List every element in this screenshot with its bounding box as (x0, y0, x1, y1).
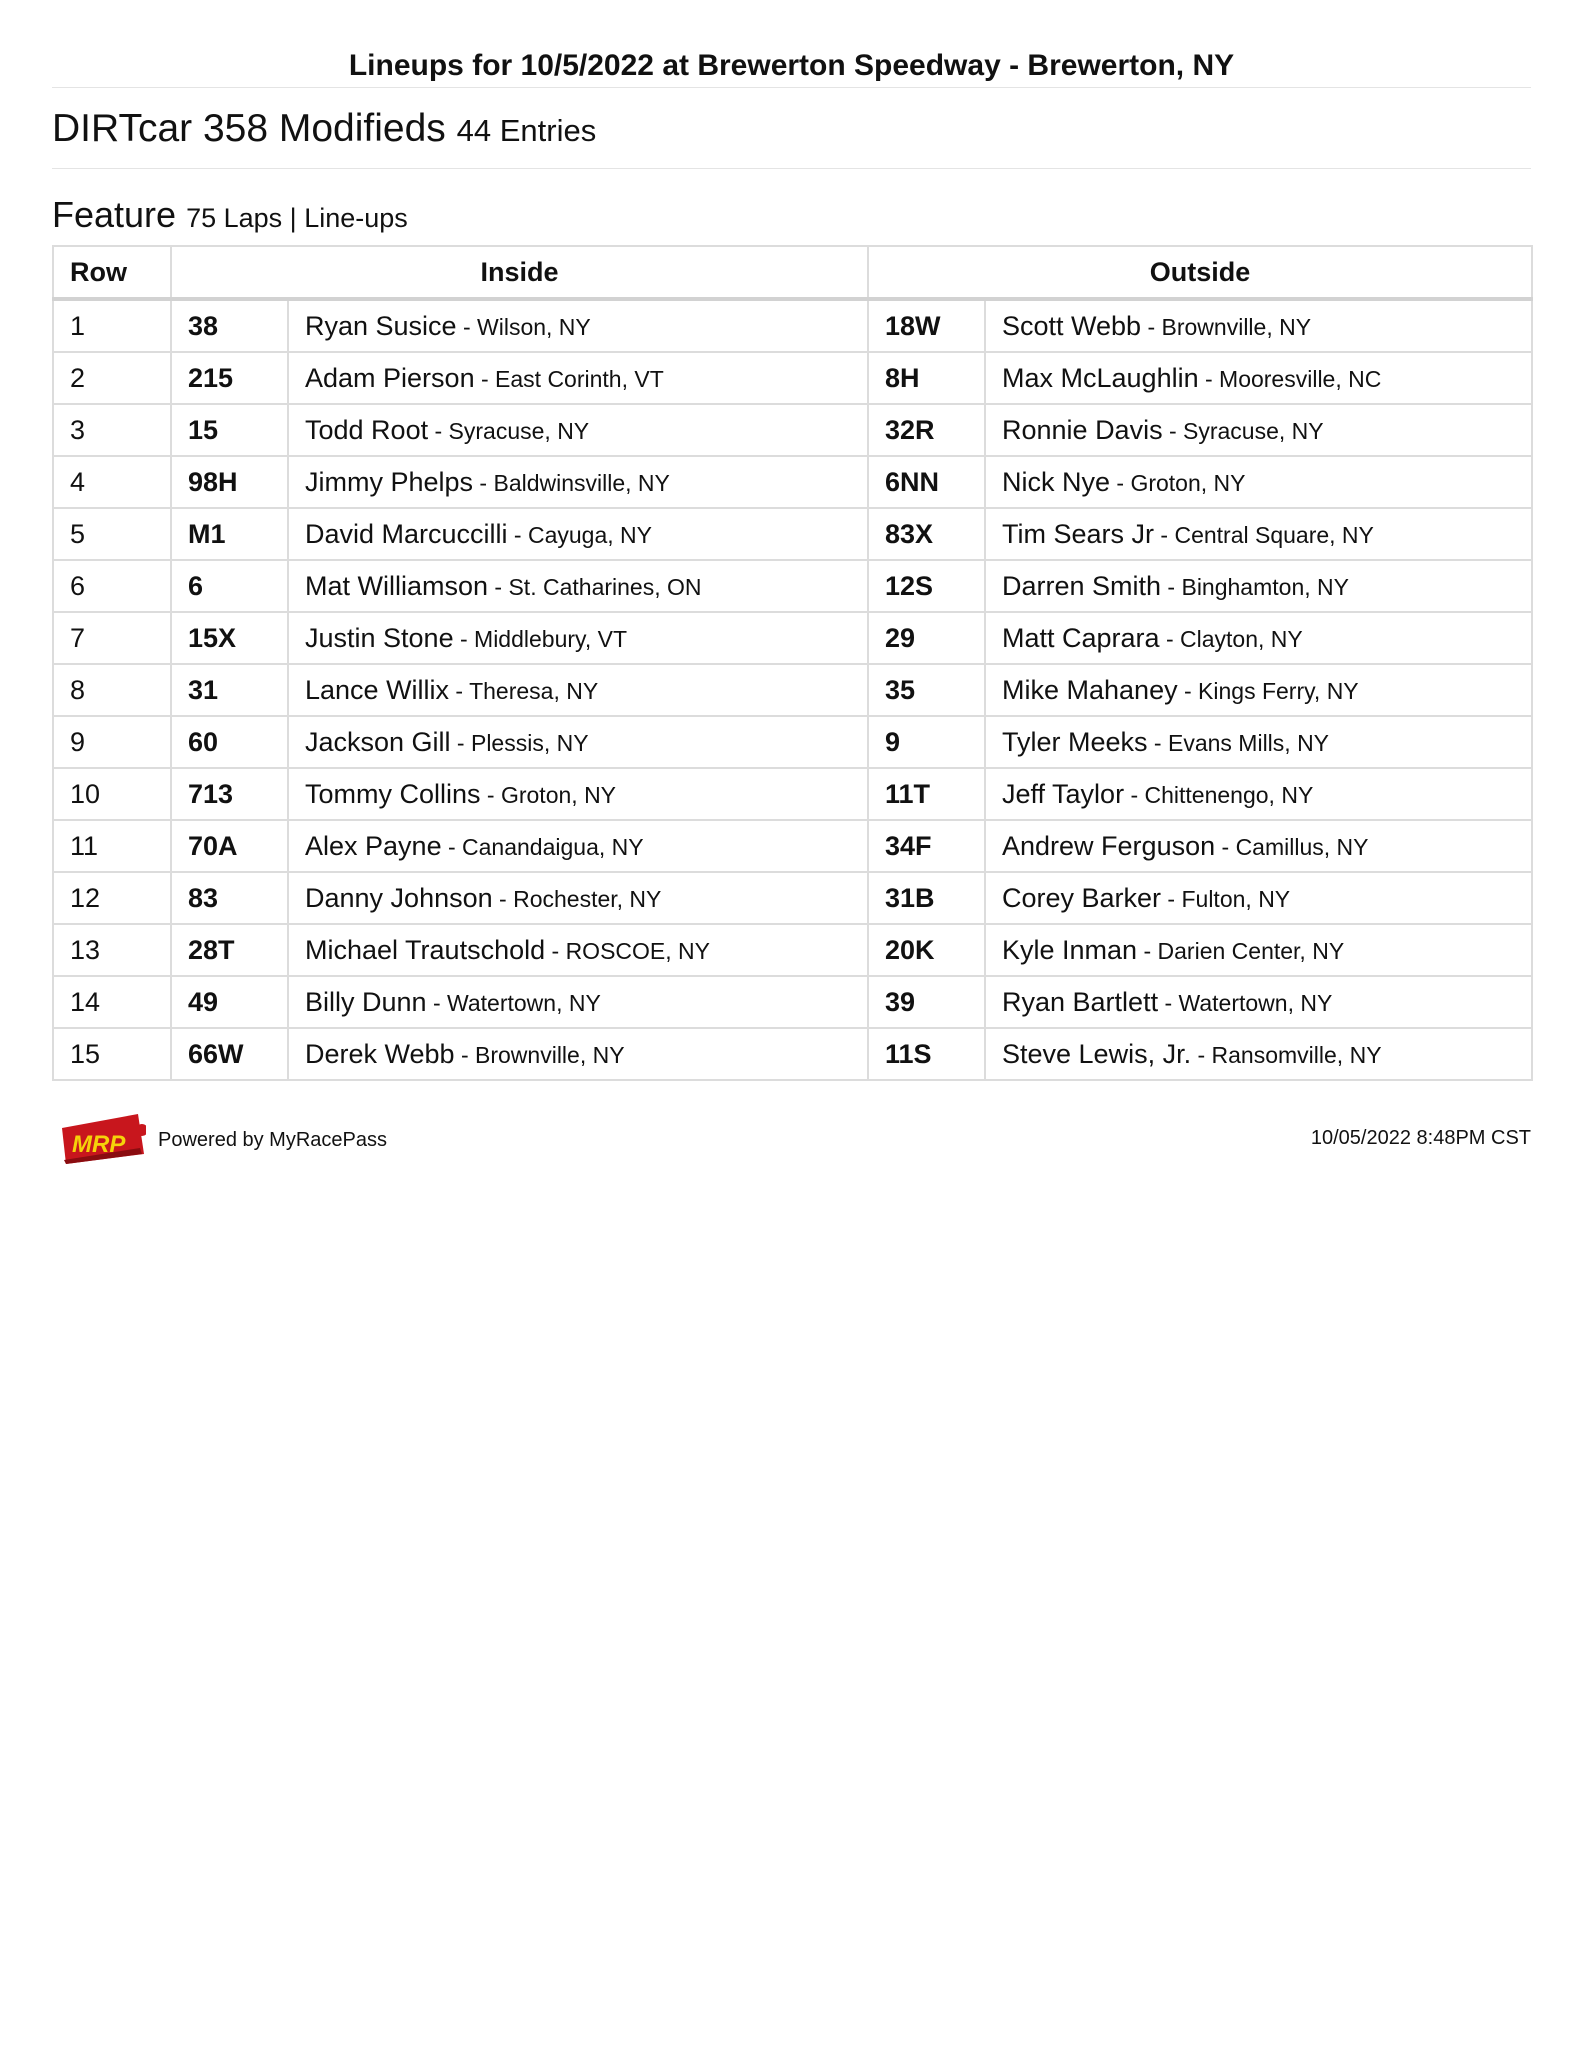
inside-driver-hometown: - Wilson, NY (456, 313, 591, 340)
row-number: 11 (53, 820, 171, 872)
table-row (53, 612, 1532, 664)
outside-driver-hometown: - Central Square, NY (1154, 521, 1374, 548)
row-number: 10 (53, 768, 171, 820)
row-number: 4 (53, 456, 171, 508)
outside-driver-hometown: - Ransomville, NY (1191, 1041, 1382, 1068)
outside-driver-cell (985, 924, 1532, 976)
inside-driver-name: Jimmy Phelps (305, 466, 474, 497)
outside-driver-name: Andrew Ferguson (1002, 830, 1216, 861)
header-row: Row (53, 246, 171, 299)
event-name: Feature (52, 194, 177, 235)
outside-driver-cell (985, 612, 1532, 664)
table-row (53, 976, 1532, 1028)
outside-driver-hometown: - Clayton, NY (1159, 625, 1303, 652)
table-row (53, 768, 1532, 820)
inside-driver-name: Mat Williamson (305, 570, 489, 601)
table-row (53, 664, 1532, 716)
row-number: 8 (53, 664, 171, 716)
table-row (53, 560, 1532, 612)
table-row (53, 820, 1532, 872)
outside-car-number: 32R (868, 404, 985, 456)
outside-driver-hometown: - Chittenengo, NY (1124, 781, 1314, 808)
table-row (53, 1028, 1532, 1080)
row-number: 1 (53, 299, 171, 352)
inside-car-number: 28T (171, 924, 288, 976)
inside-driver-cell (288, 664, 868, 716)
inside-driver-name: Billy Dunn (305, 986, 427, 1017)
powered-by-text: Powered by MyRacePass (158, 1129, 387, 1151)
outside-driver-cell (985, 560, 1532, 612)
outside-car-number: 6NN (868, 456, 985, 508)
outside-driver-hometown: - Camillus, NY (1215, 833, 1369, 860)
outside-driver-cell (985, 404, 1532, 456)
class-name: DIRTcar 358 Modifieds (52, 107, 446, 150)
outside-driver-hometown: - Evans Mills, NY (1147, 729, 1330, 756)
page-title: Lineups for 10/5/2022 at Brewerton Speedway - Brewerton, NY (348, 49, 1235, 82)
row-number: 15 (53, 1028, 171, 1080)
outside-driver-hometown: - Groton, NY (1110, 469, 1246, 496)
inside-driver-name: Alex Payne (305, 830, 442, 861)
table-row (53, 872, 1532, 924)
outside-driver-hometown: - Fulton, NY (1161, 885, 1291, 912)
lineup-body (53, 299, 1532, 1080)
row-number: 7 (53, 612, 171, 664)
inside-driver-hometown: - Middlebury, VT (453, 625, 627, 652)
inside-driver-name: Adam Pierson (305, 362, 475, 393)
inside-driver-cell (288, 716, 868, 768)
inside-car-number: 215 (171, 352, 288, 404)
outside-car-number: 35 (868, 664, 985, 716)
outside-driver-hometown: - Brownville, NY (1141, 313, 1312, 340)
inside-driver-cell (288, 924, 868, 976)
inside-car-number: 38 (171, 299, 288, 352)
outside-car-number: 34F (868, 820, 985, 872)
inside-driver-name: Danny Johnson (305, 882, 493, 913)
table-row (53, 299, 1532, 352)
inside-driver-hometown: - Baldwinsville, NY (473, 469, 670, 496)
outside-driver-name: Jeff Taylor (1002, 778, 1125, 809)
outside-driver-name: Steve Lewis, Jr. (1002, 1038, 1192, 1069)
inside-driver-hometown: - St. Catharines, ON (488, 573, 702, 600)
outside-driver-name: Mike Mahaney (1002, 674, 1178, 705)
inside-car-number: 66W (171, 1028, 288, 1080)
inside-car-number: M1 (171, 508, 288, 560)
outside-car-number: 11T (868, 768, 985, 820)
event-heading (52, 193, 408, 240)
outside-car-number: 20K (868, 924, 985, 976)
outside-driver-cell (985, 768, 1532, 820)
inside-driver-name: Michael Trautschold (305, 934, 546, 965)
row-number: 2 (53, 352, 171, 404)
outside-driver-cell (985, 456, 1532, 508)
inside-driver-hometown: - Theresa, NY (449, 677, 599, 704)
inside-driver-cell (288, 976, 868, 1028)
inside-driver-cell (288, 508, 868, 560)
table-row (53, 924, 1532, 976)
inside-car-number: 83 (171, 872, 288, 924)
inside-driver-name: Tommy Collins (305, 778, 481, 809)
inside-driver-hometown: - Canandaigua, NY (441, 833, 644, 860)
lineup-table (52, 245, 1533, 1081)
outside-car-number: 39 (868, 976, 985, 1028)
outside-driver-hometown: - Kings Ferry, NY (1177, 677, 1359, 704)
class-heading (52, 104, 596, 156)
outside-driver-hometown: - Mooresville, NC (1198, 365, 1382, 392)
table-header-row (53, 246, 1532, 299)
outside-driver-hometown: - Syracuse, NY (1162, 417, 1324, 444)
outside-driver-cell (985, 299, 1532, 352)
inside-driver-hometown: - Plessis, NY (450, 729, 589, 756)
inside-driver-cell (288, 456, 868, 508)
outside-driver-name: Nick Nye (1002, 466, 1111, 497)
inside-car-number: 15X (171, 612, 288, 664)
generated-timestamp: 10/05/2022 8:48PM CST (1310, 1127, 1531, 1149)
outside-driver-cell (985, 508, 1532, 560)
inside-car-number: 98H (171, 456, 288, 508)
footer (52, 1108, 1531, 1168)
outside-car-number: 83X (868, 508, 985, 560)
row-number: 13 (53, 924, 171, 976)
outside-driver-cell (985, 872, 1532, 924)
inside-driver-cell (288, 1028, 868, 1080)
row-number: 3 (53, 404, 171, 456)
inside-driver-cell (288, 612, 868, 664)
table-row (53, 404, 1532, 456)
outside-driver-cell (985, 1028, 1532, 1080)
outside-car-number: 8H (868, 352, 985, 404)
outside-driver-hometown: - Watertown, NY (1158, 989, 1333, 1016)
header-outside: Outside (868, 246, 1532, 299)
inside-car-number: 15 (171, 404, 288, 456)
inside-driver-hometown: - Syracuse, NY (428, 417, 590, 444)
outside-driver-name: Scott Webb (1002, 310, 1142, 341)
outside-driver-name: Corey Barker (1002, 882, 1162, 913)
inside-driver-hometown: - Groton, NY (480, 781, 617, 808)
table-row (53, 716, 1532, 768)
outside-driver-cell (985, 352, 1532, 404)
inside-driver-name: Lance Willix (305, 674, 450, 705)
inside-driver-hometown: - Cayuga, NY (507, 521, 652, 548)
outside-driver-cell (985, 976, 1532, 1028)
inside-car-number: 31 (171, 664, 288, 716)
outside-driver-cell (985, 716, 1532, 768)
row-number: 12 (53, 872, 171, 924)
inside-driver-hometown: - Watertown, NY (426, 989, 601, 1016)
inside-driver-cell (288, 768, 868, 820)
inside-car-number: 70A (171, 820, 288, 872)
inside-driver-cell (288, 560, 868, 612)
inside-driver-cell (288, 404, 868, 456)
inside-driver-cell (288, 872, 868, 924)
outside-car-number: 11S (868, 1028, 985, 1080)
inside-car-number: 49 (171, 976, 288, 1028)
logo-text: MRP (72, 1131, 126, 1158)
inside-driver-hometown: - East Corinth, VT (474, 365, 664, 392)
inside-driver-name: Jackson Gill (305, 726, 451, 757)
outside-car-number: 31B (868, 872, 985, 924)
event-detail: 75 Laps | Line-ups (186, 203, 408, 233)
outside-car-number: 9 (868, 716, 985, 768)
outside-driver-name: Ronnie Davis (1002, 414, 1163, 445)
row-number: 5 (53, 508, 171, 560)
inside-car-number: 713 (171, 768, 288, 820)
inside-driver-name: Derek Webb (305, 1038, 455, 1069)
inside-driver-cell (288, 299, 868, 352)
class-divider (52, 168, 1531, 169)
entries-count: 44 Entries (456, 113, 597, 148)
inside-driver-name: Todd Root (305, 414, 429, 445)
outside-driver-hometown: - Binghamton, NY (1161, 573, 1349, 600)
outside-driver-cell (985, 664, 1532, 716)
title-divider (52, 87, 1531, 88)
inside-car-number: 60 (171, 716, 288, 768)
outside-car-number: 29 (868, 612, 985, 664)
outside-driver-name: Darren Smith (1002, 570, 1162, 601)
row-number: 6 (53, 560, 171, 612)
row-number: 14 (53, 976, 171, 1028)
outside-car-number: 18W (868, 299, 985, 352)
inside-driver-hometown: - Rochester, NY (492, 885, 662, 912)
outside-driver-name: Tim Sears Jr (1002, 518, 1155, 549)
outside-driver-name: Kyle Inman (1002, 934, 1138, 965)
myracepass-logo (58, 1110, 146, 1166)
inside-driver-hometown: - Brownville, NY (454, 1041, 625, 1068)
inside-driver-hometown: - ROSCOE, NY (545, 937, 710, 964)
inside-driver-name: Justin Stone (305, 622, 454, 653)
inside-car-number: 6 (171, 560, 288, 612)
inside-driver-cell (288, 820, 868, 872)
outside-driver-hometown: - Darien Center, NY (1137, 937, 1345, 964)
header-inside: Inside (171, 246, 868, 299)
row-number: 9 (53, 716, 171, 768)
table-row (53, 508, 1532, 560)
inside-driver-name: Ryan Susice (305, 310, 457, 341)
table-row (53, 352, 1532, 404)
inside-driver-name: David Marcuccilli (305, 518, 508, 549)
outside-driver-name: Tyler Meeks (1002, 726, 1148, 757)
outside-driver-name: Max McLaughlin (1002, 362, 1199, 393)
table-row (53, 456, 1532, 508)
outside-driver-cell (985, 820, 1532, 872)
inside-driver-cell (288, 352, 868, 404)
outside-driver-name: Ryan Bartlett (1002, 986, 1159, 1017)
outside-car-number: 12S (868, 560, 985, 612)
outside-driver-name: Matt Caprara (1002, 622, 1160, 653)
